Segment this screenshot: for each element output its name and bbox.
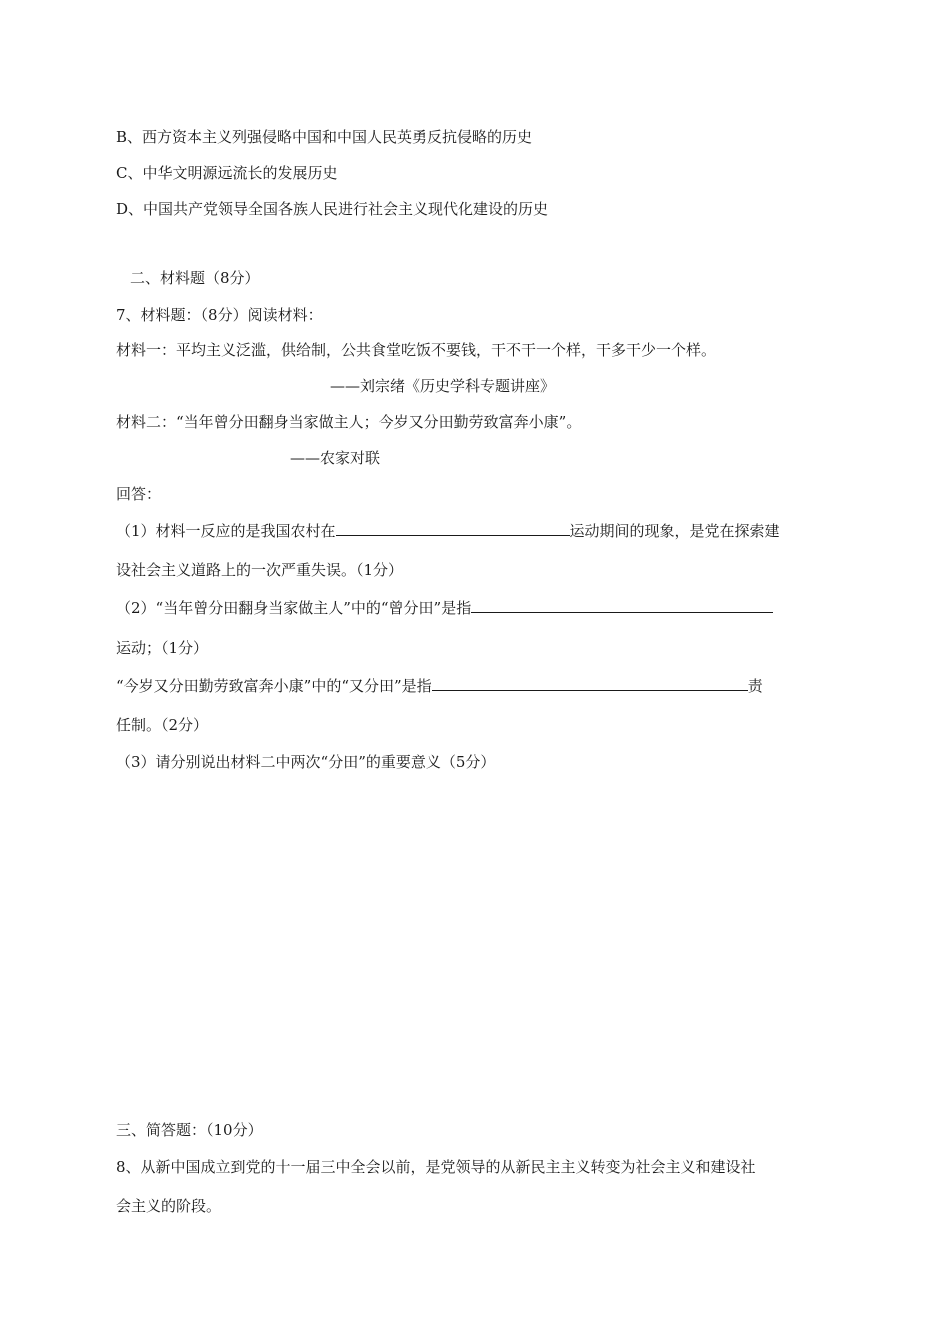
question-8-line-2: 会主义的阶段。 bbox=[116, 1197, 222, 1215]
material-two-text: 材料二：“当年曾分田翻身当家做主人；今岁又分田勤劳致富奔小康”。 bbox=[116, 413, 582, 431]
option-b: B、西方资本主义列强侵略中国和中国人民英勇反抗侵略的历史 bbox=[116, 128, 533, 146]
question-1-line bbox=[116, 520, 780, 541]
question-1-suffix: 运动期间的现象，是党在探索建 bbox=[569, 522, 780, 540]
question-2b-suffix: 责 bbox=[747, 677, 763, 695]
question-7-title: 7、材料题：（8分）阅读材料： bbox=[116, 306, 323, 324]
answer-blank-1[interactable] bbox=[336, 520, 570, 536]
material-one-text: 材料一：平均主义泛滥，供给制，公共食堂吃饭不要钱，干不干一个样，干多干少一个样。 bbox=[116, 341, 717, 359]
question-2-prefix: （2）“当年曾分田翻身当家做主人”中的“曾分田”是指 bbox=[116, 599, 472, 617]
option-d: D、中国共产党领导全国各族人民进行社会主义现代化建设的历史 bbox=[116, 200, 549, 218]
question-2-continuation: 运动；（1分） bbox=[116, 639, 209, 657]
answer-blank-3[interactable] bbox=[432, 675, 748, 691]
question-2b-prefix: “今岁又分田勤劳致富奔小康”中的“又分田”是指 bbox=[116, 677, 432, 695]
answer-label: 回答： bbox=[116, 485, 162, 503]
material-two-source: ——农家对联 bbox=[290, 449, 381, 467]
question-3: （3）请分别说出材料二中两次“分田”的重要意义（5分） bbox=[116, 753, 496, 771]
question-1-prefix: （1）材料一反应的是我国农村在 bbox=[116, 522, 336, 540]
option-c: C、中华文明源远流长的发展历史 bbox=[116, 164, 338, 182]
question-2b-line bbox=[116, 675, 763, 696]
question-8-line-1: 8、从新中国成立到党的十一届三中全会以前，是党领导的从新民主主义转变为社会主义和建设社 bbox=[116, 1158, 756, 1176]
material-one-source: ——刘宗绪《历史学科专题讲座》 bbox=[330, 377, 556, 395]
section-heading-short-answer: 三、简答题：（10分） bbox=[116, 1121, 263, 1139]
question-2-line bbox=[116, 597, 773, 618]
question-1-continuation: 设社会主义道路上的一次严重失误。（1分） bbox=[116, 561, 404, 579]
answer-blank-2[interactable] bbox=[471, 597, 773, 613]
section-heading-material: 二、材料题（8分） bbox=[130, 269, 260, 287]
question-2b-continuation: 任制。（2分） bbox=[116, 716, 209, 734]
